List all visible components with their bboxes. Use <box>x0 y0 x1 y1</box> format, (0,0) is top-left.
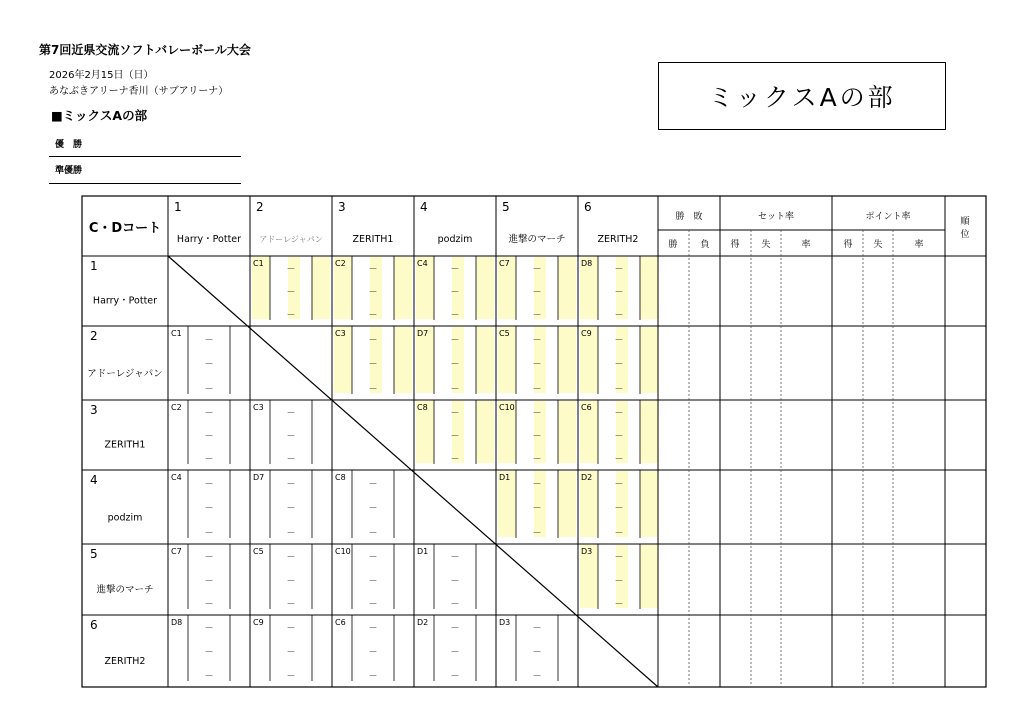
column-team-number: 6 <box>584 200 592 214</box>
score-dash: － <box>286 671 296 682</box>
score-dash: － <box>614 504 624 514</box>
score-dash: － <box>532 528 542 539</box>
match-code: C5 <box>499 329 510 338</box>
score-dash: － <box>450 384 460 395</box>
row-team-number: 1 <box>90 259 98 273</box>
score-dash: － <box>286 576 296 587</box>
score-dash: － <box>204 648 214 658</box>
score-highlight <box>558 401 576 463</box>
score-highlight <box>476 401 494 463</box>
row-team-name: ZERITH2 <box>104 655 146 667</box>
match-code: D8 <box>171 618 183 627</box>
score-dash: － <box>532 288 542 298</box>
score-dash: － <box>204 576 214 587</box>
match-code: D3 <box>581 547 593 556</box>
score-dash: － <box>286 553 296 564</box>
score-dash: － <box>286 288 296 298</box>
score-dash: － <box>532 479 542 490</box>
row-team-name: podzim <box>107 512 143 524</box>
match-code: C2 <box>171 403 182 412</box>
header-set-rate: セット率 <box>757 212 795 222</box>
score-dash: － <box>286 455 296 466</box>
score-dash: － <box>614 288 624 298</box>
match-code: C4 <box>171 473 182 482</box>
score-dash: － <box>532 432 542 442</box>
champion-label: 優 勝 <box>55 140 83 150</box>
score-dash: － <box>532 384 542 395</box>
score-dash: － <box>286 479 296 490</box>
event-venue: あなぶきアリーナ香川（サブアリーナ） <box>49 86 229 97</box>
header-rank: 順 <box>960 217 970 227</box>
score-dash: － <box>368 528 378 539</box>
score-dash: － <box>450 264 460 275</box>
score-dash: － <box>450 432 460 442</box>
score-dash: － <box>368 479 378 490</box>
column-team-name: podzim <box>437 234 473 245</box>
score-dash: － <box>532 648 542 658</box>
match-code: C1 <box>171 329 182 338</box>
score-dash: － <box>450 624 460 635</box>
row-team-name: ZERITH1 <box>104 439 146 451</box>
match-code: C7 <box>171 547 182 556</box>
row-team-name: Harry・Potter <box>92 295 158 307</box>
score-dash: － <box>532 624 542 635</box>
row-team-number: 5 <box>90 547 98 561</box>
score-dash: － <box>614 455 624 466</box>
match-code: C10 <box>335 547 351 556</box>
column-team-number: 5 <box>502 200 510 214</box>
match-code: D1 <box>417 547 429 556</box>
score-dash: － <box>204 408 214 419</box>
score-dash: － <box>614 264 624 275</box>
score-highlight <box>476 327 494 393</box>
score-dash: － <box>614 432 624 442</box>
score-dash: － <box>204 455 214 466</box>
score-dash: － <box>286 432 296 442</box>
score-dash: － <box>368 576 378 587</box>
match-code: C5 <box>253 547 264 556</box>
match-code: C2 <box>335 259 346 268</box>
tournament-title: 第7回近県交流ソフトバレーボール大会 <box>39 43 251 57</box>
score-dash: － <box>368 335 378 346</box>
score-dash: － <box>368 384 378 395</box>
score-dash: － <box>368 264 378 275</box>
score-highlight <box>394 257 412 319</box>
score-dash: － <box>368 671 378 682</box>
score-dash: － <box>532 360 542 370</box>
column-team-number: 2 <box>256 200 264 214</box>
column-team-name: ZERITH2 <box>597 234 639 245</box>
score-dash: － <box>368 360 378 370</box>
header-set-lose: 失 <box>761 240 771 250</box>
score-dash: － <box>286 624 296 635</box>
division-box: ミックスAの部 <box>658 62 946 130</box>
row-team-name: アドーレジャパン <box>87 368 163 380</box>
match-code: D3 <box>499 618 511 627</box>
score-dash: － <box>614 384 624 395</box>
score-dash: － <box>614 599 624 610</box>
score-dash: － <box>368 599 378 610</box>
score-dash: － <box>204 504 214 514</box>
row-team-number: 6 <box>90 618 98 632</box>
score-dash: － <box>450 335 460 346</box>
score-dash: － <box>450 360 460 370</box>
header-win: 勝 <box>668 240 678 250</box>
score-dash: － <box>204 479 214 490</box>
score-dash: － <box>286 648 296 658</box>
score-dash: － <box>204 624 214 635</box>
score-highlight <box>640 545 658 608</box>
score-dash: － <box>204 360 214 370</box>
row-team-number: 3 <box>90 403 98 417</box>
score-highlight <box>640 401 658 463</box>
match-code: C3 <box>253 403 264 412</box>
score-dash: － <box>286 528 296 539</box>
column-team-name: アドーレジャパン <box>259 235 323 244</box>
score-dash: － <box>450 408 460 419</box>
score-dash: － <box>286 504 296 514</box>
match-code: D7 <box>417 329 429 338</box>
score-dash: － <box>450 599 460 610</box>
column-team-number: 1 <box>174 200 182 214</box>
score-highlight <box>640 257 658 319</box>
score-dash: － <box>450 671 460 682</box>
score-dash: － <box>614 408 624 419</box>
column-team-number: 3 <box>338 200 346 214</box>
score-dash: － <box>204 671 214 682</box>
score-dash: － <box>368 504 378 514</box>
match-code: C10 <box>499 403 515 412</box>
score-dash: － <box>450 311 460 322</box>
score-highlight <box>640 471 658 537</box>
score-dash: － <box>286 599 296 610</box>
match-code: C1 <box>253 259 264 268</box>
score-dash: － <box>286 264 296 275</box>
match-code: D7 <box>253 473 265 482</box>
score-dash: － <box>614 553 624 564</box>
score-dash: － <box>614 479 624 490</box>
score-dash: － <box>532 455 542 466</box>
score-dash: － <box>450 648 460 658</box>
score-dash: － <box>532 311 542 322</box>
score-dash: － <box>450 553 460 564</box>
score-highlight <box>476 257 494 319</box>
match-code: C4 <box>417 259 428 268</box>
column-team-number: 4 <box>420 200 428 214</box>
row-team-number: 2 <box>90 329 98 343</box>
match-code: C9 <box>581 329 592 338</box>
score-dash: － <box>532 264 542 275</box>
score-dash: － <box>368 311 378 322</box>
match-code: D8 <box>581 259 593 268</box>
score-dash: － <box>368 648 378 658</box>
score-dash: － <box>286 408 296 419</box>
score-highlight <box>640 327 658 393</box>
row-team-name: 進撃のマーチ <box>96 584 154 596</box>
score-dash: － <box>614 528 624 539</box>
score-dash: － <box>204 599 214 610</box>
match-code: C8 <box>335 473 346 482</box>
column-team-name: 進撃のマーチ <box>508 234 566 245</box>
header-point-rate-col: 率 <box>914 240 924 250</box>
match-code: D1 <box>499 473 511 482</box>
score-dash: － <box>204 335 214 346</box>
score-highlight <box>558 257 576 319</box>
header-rank: 位 <box>960 230 970 240</box>
score-dash: － <box>614 335 624 346</box>
score-dash: － <box>204 432 214 442</box>
match-code: C7 <box>499 259 510 268</box>
score-dash: － <box>614 360 624 370</box>
score-dash: － <box>532 671 542 682</box>
runner-up-label: 準優勝 <box>55 166 83 176</box>
match-code: C3 <box>335 329 346 338</box>
court-label: C・Dコート <box>88 221 162 236</box>
score-highlight <box>558 471 576 537</box>
score-dash: － <box>286 311 296 322</box>
score-dash: － <box>450 288 460 298</box>
score-dash: － <box>368 553 378 564</box>
match-code: C6 <box>335 618 346 627</box>
header-win-loss: 勝 敗 <box>675 212 703 222</box>
score-highlight <box>558 327 576 393</box>
score-dash: － <box>532 335 542 346</box>
header-point-rate: ポイント率 <box>865 212 911 222</box>
column-team-name: ZERITH1 <box>352 234 394 245</box>
column-team-name: Harry・Potter <box>176 234 242 245</box>
score-dash: － <box>450 576 460 587</box>
score-dash: － <box>614 576 624 587</box>
score-dash: － <box>368 624 378 635</box>
match-code: C8 <box>417 403 428 412</box>
header-point-gain: 得 <box>843 240 853 250</box>
match-code: C9 <box>253 618 264 627</box>
score-dash: － <box>204 528 214 539</box>
event-date: 2026年2月15日（日） <box>49 70 154 81</box>
header-set-gain: 得 <box>730 240 740 250</box>
score-dash: － <box>450 455 460 466</box>
match-code: D2 <box>417 618 429 627</box>
score-dash: － <box>204 384 214 395</box>
score-dash: － <box>204 553 214 564</box>
score-highlight <box>312 257 330 319</box>
match-code: D2 <box>581 473 593 482</box>
score-highlight <box>394 327 412 393</box>
header-loss: 負 <box>700 240 710 250</box>
header-set-rate-col: 率 <box>801 240 811 250</box>
score-dash: － <box>532 504 542 514</box>
score-dash: － <box>532 408 542 419</box>
score-dash: － <box>368 288 378 298</box>
row-team-number: 4 <box>90 473 98 487</box>
header-point-lose: 失 <box>873 240 883 250</box>
match-code: C6 <box>581 403 592 412</box>
score-dash: － <box>614 311 624 322</box>
section-heading: ■ミックスAの部 <box>51 108 148 123</box>
